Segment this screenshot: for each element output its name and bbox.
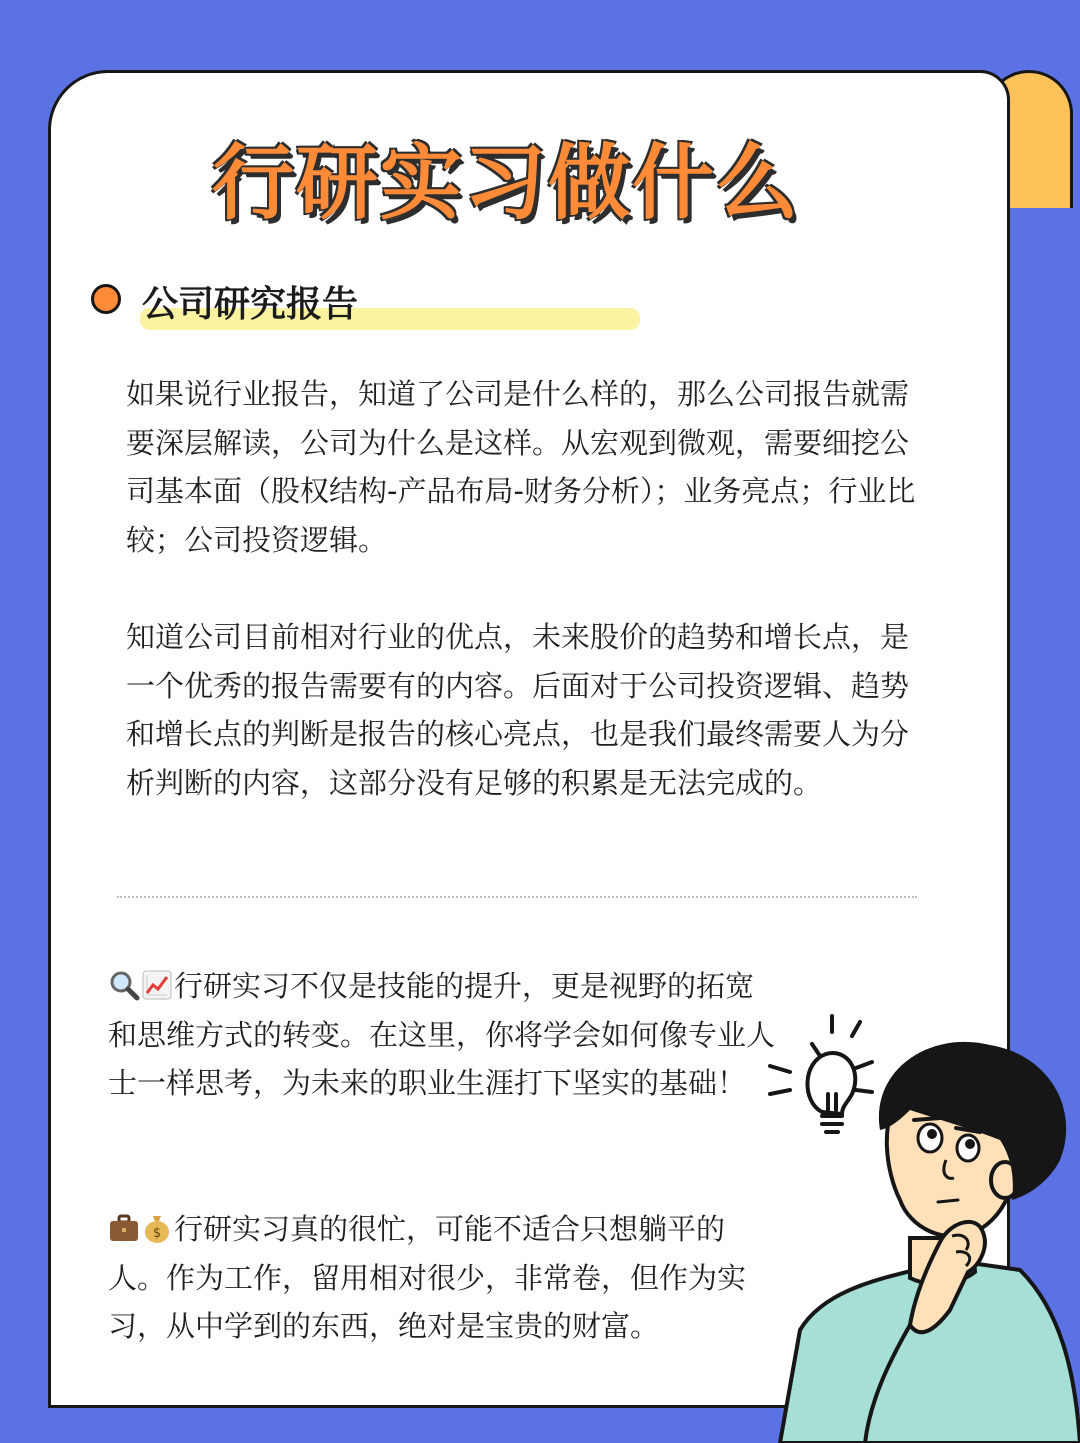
paragraph-text: 行研实习真的很忙，可能不适合只想躺平的人。作为工作，留用相对很少，非常卷，但作为实习，从中学到的东西，绝对是宝贵的财富。 [108, 1212, 747, 1343]
briefcase-icon [108, 1212, 140, 1244]
chart-up-icon [141, 969, 173, 1001]
svg-text:$: $ [152, 1226, 162, 1241]
magnifier-icon [108, 969, 140, 1001]
money-bag-icon [141, 1212, 173, 1244]
thinking-person [760, 1010, 1080, 1443]
page-title: 行研实习做什么 [211, 136, 800, 231]
paragraph-company-report: 如果说行业报告，知道了公司是什么样的，那么公司报告就需要深层解读，公司为什么是这样。从宏观到微观，需要细挖公司基本面（股权结构-产品布局-财务分析）；业务亮点；行业比较；公司投资逻辑。 [126, 377, 916, 557]
section-bullet-icon [91, 284, 121, 314]
dotted-divider [117, 896, 917, 898]
lightbulb-icon [770, 1016, 872, 1132]
paragraph-text: 行研实习不仅是技能的提升，更是视野的拓宽和思维方式的转变。在这里，你将学会如何像专业人士一样思考，为未来的职业生涯打下坚实的基础！ [108, 969, 776, 1100]
paragraph-internship-growth [108, 962, 778, 1108]
paragraph-internship-busy [108, 1205, 778, 1351]
section-heading: 公司研究报告 [142, 284, 359, 325]
paragraph-report-content: 知道公司目前相对行业的优点，未来股价的趋势和增长点，是一个优秀的报告需要有的内容。后面对于公司投资逻辑、趋势和增长点的判断是报告的核心亮点，也是我们最终需要人为分析判断的内容，这部分没有足够的积累是无法完成的。 [126, 620, 910, 800]
